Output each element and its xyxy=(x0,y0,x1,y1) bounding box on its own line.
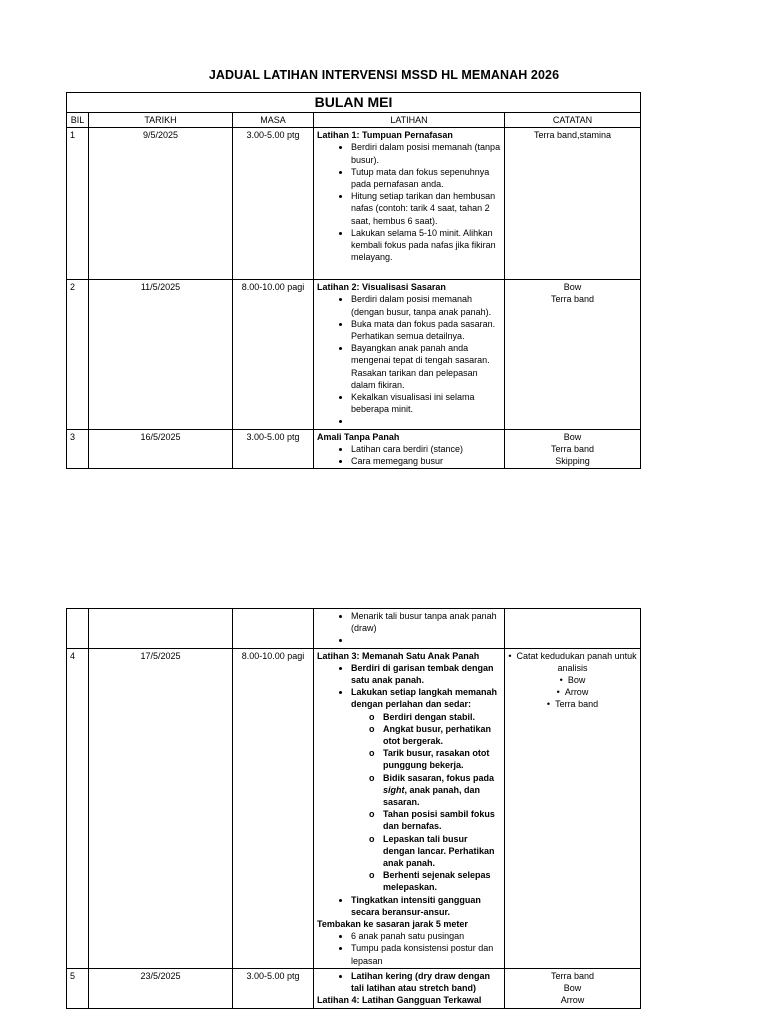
table-row xyxy=(67,968,641,1008)
header-bil: BIL xyxy=(67,113,89,128)
latihan-title: Latihan 3: Memanah Satu Anak Panah xyxy=(317,650,480,661)
sub-item xyxy=(383,772,501,809)
row-bil: 3 xyxy=(67,429,89,469)
row-tarikh: 23/5/2025 xyxy=(89,968,233,1008)
table-row xyxy=(67,128,641,280)
table-row xyxy=(67,429,641,469)
latihan-title: Latihan 1: Tumpuan Pernafasan xyxy=(317,130,453,141)
catatan-item: • Terra band xyxy=(508,698,637,710)
table-row xyxy=(67,648,641,968)
list-item: • Berdiri dalam posisi memanah (dengan busur, tanpa anak panah). xyxy=(351,293,501,317)
sub-item: o Tahan posisi sambil fokus dan bernafas. xyxy=(383,808,501,832)
row-latihan xyxy=(314,609,505,649)
sub-item: o Berdiri dengan stabil. xyxy=(383,711,501,723)
latihan-title: Amali Tanpa Panah xyxy=(317,431,400,442)
list-item: • Latihan kering (dry draw dengan tali latihan atau stretch band) xyxy=(351,970,501,994)
catatan-item: • Bow xyxy=(508,674,637,686)
row-latihan xyxy=(314,968,505,1008)
table-row xyxy=(67,280,641,429)
row-catatan xyxy=(505,968,641,1008)
row-masa: 8.00-10.00 pagi xyxy=(233,648,314,968)
row-bil: 4 xyxy=(67,648,89,968)
list-item: • Lakukan selama 5-10 minit. Alihkan kembali fokus pada nafas jika fikiran melayang. xyxy=(351,227,501,264)
sub-item-italic: sight xyxy=(383,784,405,795)
sub-item-text: , anak panah, dan sasaran. xyxy=(383,784,481,808)
latihan-title: Latihan 2: Visualisasi Sasaran xyxy=(317,282,446,293)
row-latihan xyxy=(314,128,505,280)
catatan-item: • Arrow xyxy=(508,686,637,698)
header-row xyxy=(67,113,641,128)
latihan-title: Latihan 4: Latihan Gangguan Terkawal xyxy=(317,995,482,1006)
row-tarikh xyxy=(89,609,233,649)
row-catatan xyxy=(505,128,641,280)
row-tarikh: 9/5/2025 xyxy=(89,128,233,280)
row-masa: 8.00-10.00 pagi xyxy=(233,280,314,429)
catatan-line: Arrow xyxy=(560,995,585,1006)
header-latihan: LATIHAN xyxy=(314,113,505,128)
latihan-subtitle: Tembakan ke sasaran jarak 5 meter xyxy=(317,919,468,930)
row-bil: 2 xyxy=(67,280,89,429)
list-item xyxy=(351,686,501,893)
catatan-item: • Catat kedudukan panah untuk analisis xyxy=(508,650,637,674)
list-item: • Cara memegang busur xyxy=(351,455,501,467)
list-item: • Tingkatkan intensiti gangguan secara beransur-ansur. xyxy=(351,894,501,918)
sub-item: o Lepaskan tali busur dengan lancar. Perhatikan anak panah. xyxy=(383,833,501,870)
list-item: • Bayangkan anak panah anda mengenai tepat di tengah sasaran. Rasakan tarikan dan pelepasan dalam fikiran. xyxy=(351,342,501,391)
catatan-line: Terra band xyxy=(550,443,595,454)
row-latihan xyxy=(314,648,505,968)
document-title: JADUAL LATIHAN INTERVENSI MSSD HL MEMANAH 2026 xyxy=(208,68,560,82)
list-item: • Buka mata dan fokus pada sasaran. Perhatikan semua detailnya. xyxy=(351,318,501,342)
schedule-table-continued xyxy=(66,608,641,1009)
row-catatan xyxy=(505,429,641,469)
catatan-line: Bow xyxy=(563,983,582,994)
row-latihan xyxy=(314,429,505,469)
row-masa xyxy=(233,609,314,649)
list-item xyxy=(351,634,501,646)
row-masa: 3.00-5.00 ptg xyxy=(233,429,314,469)
catatan-line: Terra band xyxy=(550,970,595,981)
catatan-line: Bow xyxy=(563,282,582,293)
row-bil: 1 xyxy=(67,128,89,280)
list-item: • Kekalkan visualisasi ini selama beberapa minit. xyxy=(351,391,501,415)
sub-item: o Berhenti sejenak selepas melepaskan. xyxy=(383,869,501,893)
list-item: • Menarik tali busur tanpa anak panah (draw) xyxy=(351,610,501,634)
list-item: • Hitung setiap tarikan dan hembusan nafas (contoh: tarik 4 saat, tahan 2 saat, hembus 6 saat). xyxy=(351,190,501,227)
list-item: • Tutup mata dan fokus sepenuhnya pada pernafasan anda. xyxy=(351,166,501,190)
catatan-line: Terra band,stamina xyxy=(533,130,612,141)
catatan-line: Bow xyxy=(563,431,582,442)
row-masa: 3.00-5.00 ptg xyxy=(233,968,314,1008)
table-row xyxy=(67,609,641,649)
row-catatan xyxy=(505,280,641,429)
month-heading: BULAN MEI xyxy=(67,93,641,113)
row-tarikh: 17/5/2025 xyxy=(89,648,233,968)
row-tarikh: 16/5/2025 xyxy=(89,429,233,469)
row-bil xyxy=(67,609,89,649)
list-item: • Latihan cara berdiri (stance) xyxy=(351,443,501,455)
row-tarikh: 11/5/2025 xyxy=(89,280,233,429)
header-masa: MASA xyxy=(233,113,314,128)
header-tarikh: TARIKH xyxy=(89,113,233,128)
list-item xyxy=(351,415,501,427)
row-masa: 3.00-5.00 ptg xyxy=(233,128,314,280)
row-bil: 5 xyxy=(67,968,89,1008)
row-catatan xyxy=(505,648,641,968)
list-item: • 6 anak panah satu pusingan xyxy=(351,930,501,942)
catatan-line: Terra band xyxy=(550,294,595,305)
row-latihan xyxy=(314,280,505,429)
list-item: • Berdiri di garisan tembak dengan satu anak panah. xyxy=(351,662,501,686)
catatan-line: Skipping xyxy=(555,456,590,467)
schedule-table xyxy=(66,92,641,469)
list-item-text: Lakukan setiap langkah memanah dengan perlahan dan sedar: xyxy=(351,687,498,710)
list-item: • Tumpu pada konsistensi postur dan lepasan xyxy=(351,942,501,966)
sub-item: o Angkat busur, perhatikan otot bergerak. xyxy=(383,723,501,747)
sub-item-text: Bidik sasaran, fokus pada xyxy=(383,772,495,783)
list-item: • Berdiri dalam posisi memanah (tanpa busur). xyxy=(351,141,501,165)
sub-item: o Tarik busur, rasakan otot punggung bekerja. xyxy=(383,747,501,771)
header-catatan: CATATAN xyxy=(505,113,641,128)
row-catatan xyxy=(505,609,641,649)
